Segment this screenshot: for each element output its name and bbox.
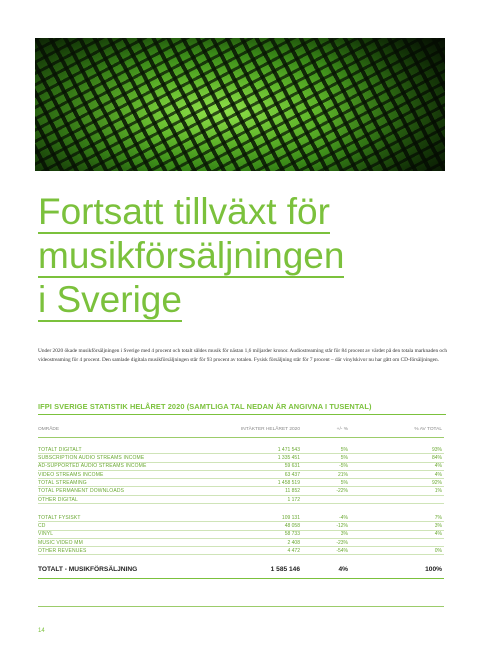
row-share: 7% — [434, 514, 442, 521]
row-revenue: 109 131 — [281, 514, 300, 521]
total-label: TOTALT - MUSIKFÖRSÄLJNING — [38, 566, 138, 573]
row-label: VINYL — [38, 531, 54, 538]
row-change: -54% — [336, 547, 348, 554]
row-label: TOTAL PERMANENT DOWNLOADS — [38, 488, 125, 495]
row-share: 4% — [434, 463, 442, 470]
header-change: +/- % — [336, 427, 348, 432]
total-change: 4% — [338, 566, 348, 573]
row-share: 93% — [431, 446, 442, 453]
row-revenue: 4 472 — [287, 547, 300, 554]
row-change: 3% — [340, 531, 348, 538]
row-label: OTHER DIGITAL — [38, 496, 78, 503]
row-label: TOTALT FYSISKT — [38, 514, 81, 521]
row-change: -22% — [336, 488, 348, 495]
table-row — [38, 463, 444, 471]
table-row — [38, 522, 444, 530]
title-line-2: musikförsäljningen — [38, 235, 345, 276]
row-revenue: 63 437 — [284, 471, 300, 478]
row-share: 0% — [434, 547, 442, 554]
header-area: OMRÅDE — [38, 427, 60, 432]
table-row — [38, 496, 444, 504]
row-label: OTHER REVENUES — [38, 547, 87, 554]
bottom-divider — [38, 606, 444, 607]
page-number: 14 — [38, 628, 45, 634]
row-label: AD-SUPPORTED AUDIO STREAMS INCOME — [38, 463, 147, 470]
row-change: 5% — [340, 446, 348, 453]
row-share: 4% — [434, 471, 442, 478]
table-header — [38, 423, 444, 438]
row-share: 3% — [434, 523, 442, 530]
table-row — [38, 539, 444, 547]
table-total-row — [38, 563, 444, 579]
row-revenue: 1 471 543 — [277, 446, 300, 453]
header-revenue: INTÄKTER HELÅRET 2020 — [240, 427, 300, 432]
row-revenue: 11 852 — [285, 488, 300, 495]
table-row — [38, 531, 444, 539]
table-row — [38, 547, 444, 555]
row-change: 21% — [337, 471, 348, 478]
row-change: -12% — [336, 523, 348, 530]
table-row — [38, 487, 444, 495]
row-label: MUSIC VIDEO MM — [38, 539, 83, 546]
row-revenue: 1 172 — [287, 496, 300, 503]
hero-image-green-pattern — [35, 38, 445, 171]
page-title — [38, 192, 438, 324]
row-change: -4% — [339, 514, 348, 521]
table-row — [38, 471, 444, 479]
row-label: TOTALT DIGITALT — [38, 446, 82, 453]
row-revenue: 2 408 — [287, 539, 300, 546]
table-row — [38, 514, 444, 522]
table-title: IFPI SVERIGE STATISTIK HELÅRET 2020 (SAMTLIGA TAL NEDAN ÄR ANGIVNA I TUSENTAL) — [38, 402, 446, 415]
row-revenue: 59 631 — [284, 463, 300, 470]
row-share: 4% — [434, 531, 442, 538]
row-revenue: 1 458 519 — [277, 479, 300, 486]
title-line-3: i Sverige — [38, 279, 182, 320]
row-change: -5% — [339, 463, 348, 470]
table-group-physical — [38, 514, 444, 555]
row-change: 5% — [340, 479, 348, 486]
row-label: CD — [38, 523, 46, 530]
row-label: VIDEO STREAMS INCOME — [38, 471, 104, 478]
row-label: TOTAL STREAMING — [38, 479, 87, 486]
row-revenue: 48 058 — [284, 523, 300, 530]
total-share: 100% — [425, 566, 442, 573]
table-group-digital — [38, 446, 444, 504]
table-row — [38, 479, 444, 487]
row-change: -23% — [336, 539, 348, 546]
title-line-1: Fortsatt tillväxt för — [38, 191, 330, 232]
row-revenue: 58 733 — [284, 531, 300, 538]
total-revenue: 1 585 146 — [270, 566, 300, 573]
table-row — [38, 446, 444, 454]
intro-paragraph: Under 2020 ökade musikförsäljningen i Sverige med 4 procent och totalt såldes musik för nästan 1,6 miljarder kronor. Audiostreaming står för 84 procent av värdet på den totala marknaden och videostreaming för 4 procent. Den samlade digitala musikförsäljningen står för 93 procent av totalen. Fysisk försäljning står för 7 procent – där vinylskivor nu har gått om CD-försäljningen. — [38, 348, 448, 363]
row-label: SUBSCRIPTION AUDIO STREAMS INCOME — [38, 455, 145, 462]
header-share: % AV TOTAL — [414, 427, 442, 432]
row-share: 84% — [431, 455, 442, 462]
table-row — [38, 454, 444, 462]
row-share: 1% — [434, 488, 442, 495]
row-revenue: 1 335 451 — [277, 455, 300, 462]
row-change: 5% — [340, 455, 348, 462]
row-share: 92% — [431, 479, 442, 486]
